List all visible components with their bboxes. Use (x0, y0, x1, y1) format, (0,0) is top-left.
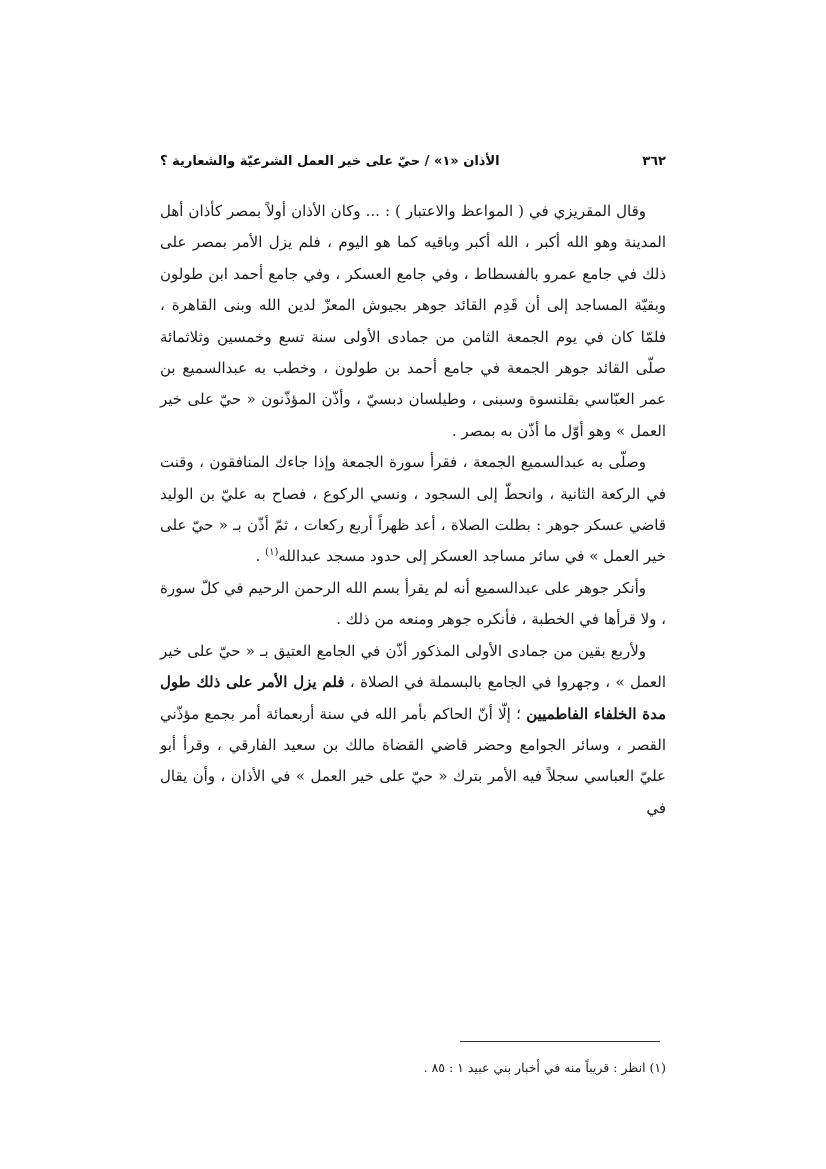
main-text (160, 196, 666, 824)
paragraph-1 (160, 196, 666, 447)
paragraph-text: وقال المقريزي في ( المواعظ والاعتبار ) : ... وكان الأذان أولاً بمصر كأذان أهل المدينة وهو الله أكبر ، الله أكبر وباقيه كما هو اليوم ، فلم يزل الأمر بمصر على ذلك في جامع عمرو بالفسطاط ، وفي جامع العسكر ، وفي جامع أحمد ابن طولون وبقيّة المساجد إلى أن قَدِم القائد جوهر بجيوش المعزّ لدين الله وبنى القاهرة ، فلمّا كان في يوم الجمعة الثامن من جمادى الأولى سنة تسع وخمسين وثلاثمائة صلّى القائد جوهر الجمعة في جامع أحمد بن طولون ، وخطب به عبدالسميع بن عمر العبّاسي بقلنسوة وسبنى ، وطيلسان دبسيّ ، وأذّن المؤذّنون « حيّ على خير العمل » وهو أوّل ما أذّن به بمصر . (160, 202, 666, 440)
bold-emphasis: فلم يزل الأمر على ذلك طول مدة الخلفاء الفاطميين (160, 673, 666, 723)
paragraph-2 (160, 447, 666, 573)
running-title: الأذان «١» / حيّ على خير العمل الشرعيّة والشعارية ؟ (160, 153, 500, 169)
footnote-text: (١) انظر : قريباً منه في أخبار بني عبيد ١ : ٨٥ . (423, 1060, 666, 1075)
paragraph-text: ؛ إلّا أنّ الحاكم بأمر الله في سنة أربعمائة أمر بجمع مؤذّني القصر ، وسائر الجوامع وحضر قاضي القضاة مالك بن سعيد الفارقي ، وقرأ أبو عليّ العباسي سجلاً فيه الأمر بترك « حيّ على خير العمل » في الأذان ، وأن يقال في (160, 704, 666, 817)
paragraph-3 (160, 573, 666, 636)
paragraph-trailing: . (255, 547, 266, 566)
paragraph-text: وصلّى به عبدالسميع الجمعة ، فقرأ سورة الجمعة وإذا جاءك المنافقون ، وقنت في الركعة الثانية ، وانحطّ إلى السجود ، ونسي الركوع ، فصاح به عليّ بن الوليد قاضي عسكر جوهر : بطلت الصلاة ، أعد ظهراً أربع ركعات ، ثمّ أذّن بـ « حيّ على خير العمل » في سائر مساجد العسكر إلى حدود مسجد عبدالله (160, 453, 666, 566)
page-number: ٣٦٢ (642, 153, 666, 169)
footnote-reference[interactable]: (١) (265, 547, 279, 559)
paragraph-4 (160, 636, 666, 824)
paragraph-text: وأنكر جوهر على عبدالسميع أنه لم يقرأ بسم الله الرحمن الرحيم في كلّ سورة ، ولا قرأها في الخطبة ، فأنكره جوهر ومنعه من ذلك . (160, 578, 666, 629)
footnote (160, 1058, 666, 1078)
paragraph-text: ولأربع بقين من جمادى الأولى المذكور أذّن في الجامع العتيق بـ « حيّ على خير العمل » ، وجهروا في الجامع بالبسملة في الصلاة ، (160, 641, 666, 692)
footnote-separator (460, 1041, 660, 1042)
page-header (160, 146, 666, 176)
